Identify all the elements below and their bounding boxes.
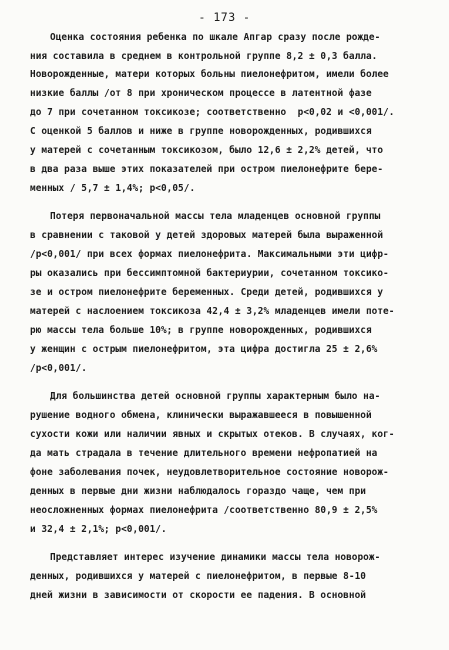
text-line: Для большинства детей основной группы характерным было на- [50, 391, 381, 402]
text-line: Оценка состояния ребенка по шкале Апгар сразу после рожде- [50, 32, 381, 43]
text-line: в два раза выше этих показателей при остром пиелонефрите бере- [30, 164, 384, 175]
text-line: неосложненных формах пиелонефрита /соответственно 80,9 ± 2,5% [30, 505, 378, 516]
text-line: денных, родившихся у матерей с пиелонефритом, в первые 8-10 [30, 571, 366, 582]
text-line: у женщин с острым пиелонефритом, эта цифра достигла 25 ± 2,6% [30, 344, 378, 355]
text-line: ры оказались при бессимптомной бактериурии, сочетанном токсико- [30, 268, 389, 279]
text-line: денных в первые дни жизни наблюдалось гораздо чаще, чем при [30, 486, 366, 497]
text-line: у матерей с сочетанным токсикозом, было 12,6 ± 2,2% детей, что [30, 145, 384, 156]
text-line: фоне заболевания почек, неудовлетворительное состояние новорож- [30, 467, 389, 478]
text-line: Потеря первоначальной массы тела младенцев основной группы [50, 211, 381, 222]
text-line: матерей с наслоением токсикоза 42,4 ± 3,2% младенцев имели поте- [30, 306, 395, 317]
text-line: зе и остром пиелонефрите беременных. Среди детей, родившихся у [30, 287, 384, 298]
text-line: сухости кожи или наличии явных и скрытых отеков. В случаях, ког- [30, 429, 395, 440]
text-line: ния составила в среднем в контрольной группе 8,2 ± 0,3 балла. [30, 51, 378, 62]
text-line: дней жизни в зависимости от скорости ее падения. В основной [30, 590, 366, 601]
page-number: - 173 - [198, 10, 251, 24]
text-line: низкие баллы /от 8 при хроническом процессе в латентной фазе [30, 88, 372, 99]
text-line: /р<0,001/. [30, 363, 87, 374]
text-line: Новорожденные, матери которых больны пиелонефритом, имели более [30, 69, 389, 80]
text-line: и 32,4 ± 2,1%; р<0,001/. [30, 524, 167, 535]
text-line: менных / 5,7 ± 1,4%; р<0,05/. [30, 183, 196, 194]
text-line: рушение водного обмена, клинически выражавшееся в повышенной [30, 410, 372, 421]
text-line: до 7 при сочетанном токсикозе; соответственно р<0,02 и <0,001/. [30, 107, 395, 118]
text-line: С оценкой 5 баллов и ниже в группе новорожденных, родившихся [30, 126, 372, 137]
text-line: Представляет интерес изучение динамики массы тела новорож- [50, 552, 381, 563]
text-line: да мать страдала в течение длительного времени нефропатией на [30, 448, 378, 459]
text-line: в сравнении с таковой у детей здоровых матерей была выраженной [30, 230, 384, 241]
text-line: рю массы тела больше 10%; в группе новорожденных, родившихся [30, 325, 372, 336]
text-line: /р<0,001/ при всех формах пиелонефрита. Максимальными эти цифр- [30, 249, 389, 260]
